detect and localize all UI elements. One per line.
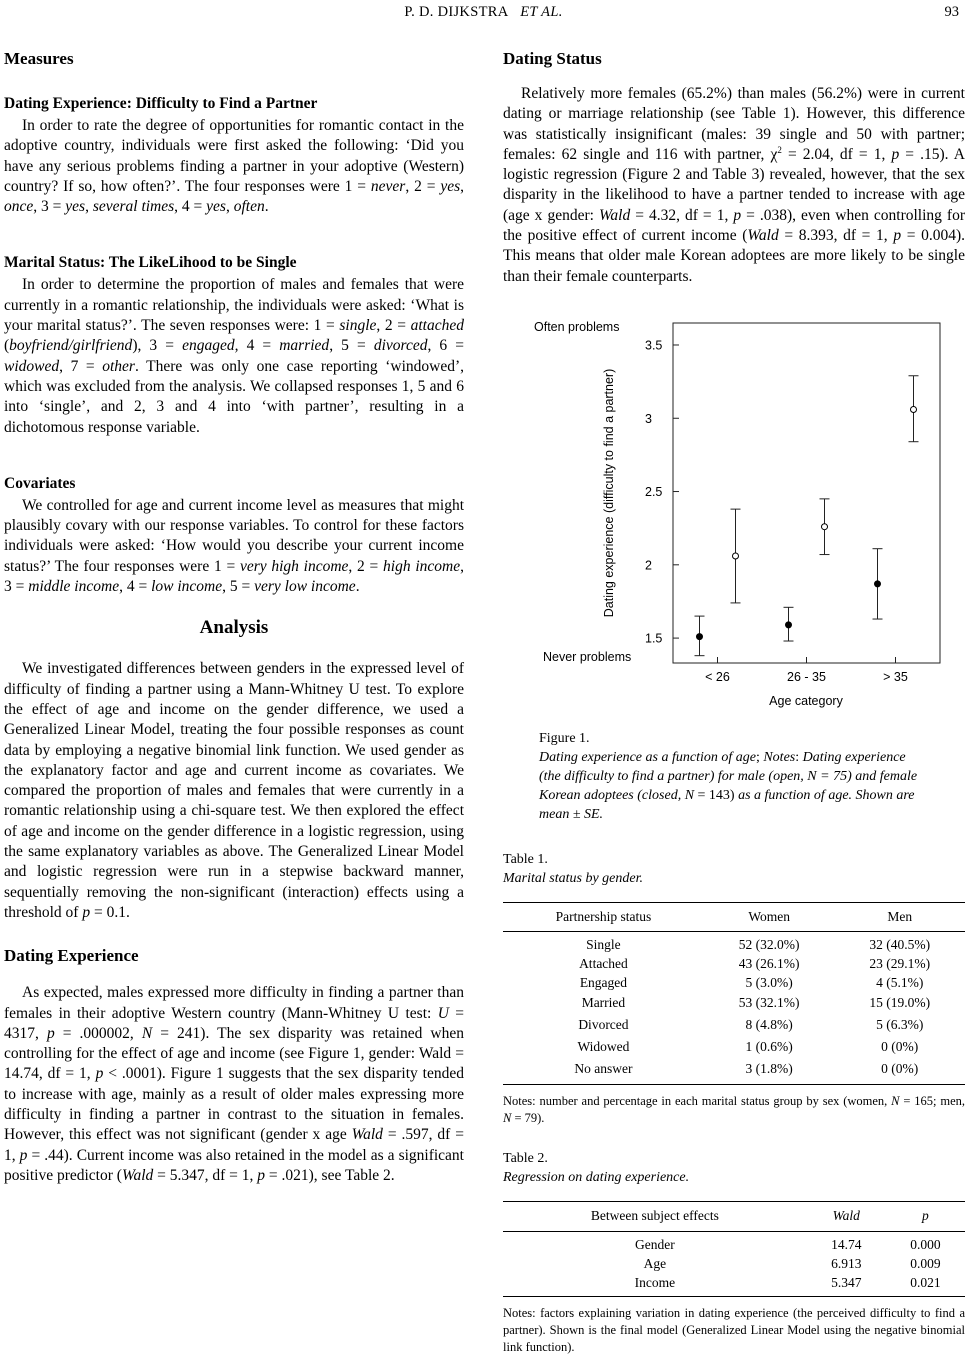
table-2-caption [503,1149,965,1187]
dating-status-heading: Dating Status [503,49,602,68]
table-header-cell: Between subject effects [503,1202,807,1231]
table-cell: 5 (3.0%) [745,975,793,991]
dating-experience-heading: Dating Experience [4,946,139,966]
annotation-often-problems: Often problems [534,319,620,334]
x-tick-label: > 35 [883,669,908,684]
right-column [503,44,965,1356]
annotation-never-problems: Never problems [543,649,632,664]
table-row [503,973,965,992]
table-row [503,1058,965,1085]
table-cell: 0.000 [910,1236,941,1252]
x-tick-label: 26 - 35 [787,669,826,684]
paragraph-difficulty: In order to rate the degree of opportunities for romantic contact in the adoptive country, individuals were first asked the following: ‘Did you have any serious problems finding a partner in your adoptive (Western) country? If so, how often?’. The four responses were 1 = never, 2 = yes, once, 3 = yes, several times, 4 = yes, often. [4,117,464,216]
table-row [503,932,965,955]
left-column [4,44,464,1186]
table-1 [503,902,965,1085]
table-row [503,1254,965,1273]
figure-caption-text: Dating experience as a function of age; Notes: Dating experience (the difficulty to find a partner) for male (open, N = 75) and female Korean adoptees (closed, N = 143) as a function of age. Shown are mean ± SE. [539,749,918,822]
table-cell: 15 (19.0%) [869,995,931,1011]
data-point-female [875,581,881,587]
x-axis-label: Age category [769,693,843,708]
table-cell: 1 (0.6%) [745,1039,793,1055]
data-point-male [733,553,739,559]
table-cell: 23 (29.1%) [869,956,931,972]
paragraph-covariates: We controlled for age and current income level as measures that might plausibly covary with our response variables. To control for these factors individuals were asked: ‘How would you describe your current income status?’ The four responses were 1 = very high income, 2 = high income, 3 = middle income, 4 = low income, 5 = very low income. [4,496,464,596]
measures-heading: Measures [4,49,74,68]
table-row [503,1231,965,1254]
table-cell: 53 (32.1%) [738,995,800,1011]
table-header-cell: Wald [807,1202,886,1231]
subheading-covariates: Covariates [4,474,76,492]
table-cell: Married [581,995,626,1011]
table-1-label: Table 1. [503,851,548,867]
table-2-label: Table 2. [503,1151,548,1167]
table-cell: 32 (40.5%) [869,937,931,953]
y-tick-label: 3 [645,411,652,426]
table-cell: No answer [503,1058,704,1085]
table-cell: 4 (5.1%) [876,975,924,991]
table-cell: Engaged [579,975,628,991]
table-cell: 0.021 [886,1273,965,1297]
analysis-heading: Analysis [199,617,269,639]
figure-caption [503,729,965,824]
subheading-marital: Marital Status: The LikeLihood to be Single [4,254,297,272]
plot-frame [673,323,940,663]
y-tick-label: 1.5 [645,631,663,646]
y-tick-label: 2.5 [645,485,663,500]
table-1-caption [503,850,965,888]
table-cell: Gender [635,1236,675,1252]
running-head-title: P. D. DIJKSTRA ET AL. [404,4,563,20]
subheading-difficulty: Dating Experience: Difficulty to Find a Partner [4,95,318,112]
table-row [503,1014,965,1036]
y-tick-label: 3.5 [645,338,663,353]
table-1-note: Notes: number and percentage in each marital status group by sex (women, N = 165; men, N = 79). [503,1094,965,1126]
data-point-male [911,406,917,412]
table-cell: 0 (0%) [881,1039,919,1055]
data-point-male [822,524,828,530]
table-header-cell: p [886,1202,965,1231]
table-cell: 14.74 [831,1236,862,1252]
chart-marks [695,376,919,656]
table-cell: Attached [579,956,628,972]
table-cell: Widowed [577,1039,630,1055]
paragraph-dating-status: Relatively more females (65.2%) than males (56.2%) were in current dating or marriage relationship (see Table 1). However, this difference was statistically insignificant (males: 39 single and 50 with partner; females: 62 single and 116 with partner, $\chi^2 = 2.04$, df = 1, p = .15). A logistic regression (Figure 2 and Table 3) revealed, however, that the sex disparity in the likelihood to have a partner tended to increase with age (age x gender: Wald = 4.32, df = 1, p = .038), even when controlling for the positive effect of current income (Wald = 8.393, df = 1, p = 0.004). This means that older male Korean adoptees are more likely to be single than their female counterparts. [503,85,965,285]
paragraph-marital: In order to determine the proportion of males and females that were currently in a romantic relationship, the individuals were asked: ‘What is your marital status?’. The seven responses were: 1 = single, 2 = attached (boyfriend/girlfriend), 3 = engaged, 4 = married, 5 = divorced, 6 = widowed, 7 = other. There was only one case reporting ‘windowed’, which was excluded from the analysis. We collapsed responses 1, 5 and 6 into ‘single’, and 2, 3 and 4 into ‘with partner’, resulting in a dichotomous response variable. [4,276,465,436]
table-cell: 43 (26.1%) [738,956,800,972]
data-point-female [786,622,792,628]
table-header-cell: Partnership status [503,902,704,931]
table-cell: Income [503,1273,807,1297]
page-number: 93 [944,4,959,20]
table-header-cell: Women [704,902,835,931]
table-cell: Divorced [578,1017,629,1033]
x-axis [705,657,908,684]
table-1-title: Marital status by gender. [503,870,643,886]
table-2-title: Regression on dating experience. [503,1170,690,1186]
table-2 [503,1201,965,1296]
table-cell: 8 (4.8%) [745,1017,793,1033]
table-row [503,992,965,1014]
paragraph-analysis: We investigated differences between genders in the expressed level of difficulty of finding a partner using a Mann-Whitney U test. To explore the effect of age and income on the gender difference, we used a Generalized Linear Model, treating the four possible responses as count data by employing a negative binomial link function. We used gender as the explanatory factor and age and current income as covariates. We compared the proportion of males and females that were currently in a romantic relationship using a chi-square test. We then explored the effect of age and income on the gender difference in a logistic regression, using the same explanatory variables as above. The Generalized Linear Model and logistic regression were run in a stepwise backward manner, sequentially removing the non-significant (interaction) effects using a threshold of p = 0.1. [4,660,464,921]
table-cell: 3 (1.8%) [704,1058,835,1085]
table-2-note: Notes: factors explaining variation in dating experience (the perceived difficulty to find a partner). Shown is the final model (Generalized Linear Model using the negative binomial link function). [503,1305,965,1354]
x-tick-label: < 26 [705,669,730,684]
y-tick-label: 2 [645,558,652,573]
table-header-cell: Men [834,902,965,931]
table-cell: 5.347 [807,1273,886,1297]
table-cell: 0.009 [910,1255,941,1271]
section-covariates [4,474,464,597]
y-axis [645,338,679,645]
data-point-female [697,634,703,640]
running-head [0,2,967,24]
table-cell: Single [586,937,621,953]
figure-1 [503,315,965,725]
table-row [503,1273,965,1297]
table-cell: 52 (32.0%) [738,937,800,953]
table-cell: 5 (6.3%) [876,1017,924,1033]
table-row [503,954,965,973]
section-marital-status [4,253,464,437]
section-dating-experience-measure [4,94,464,217]
dating-experience-chart [503,315,965,725]
table-cell: 6.913 [831,1255,862,1271]
table-cell: 0 (0%) [834,1058,965,1085]
y-axis-label: Dating experience (difficulty to find a partner) [602,368,616,618]
figure-caption-label: Figure 1. [539,730,590,746]
table-row [503,1036,965,1058]
paragraph-dating-experience: As expected, males expressed more difficulty in finding a partner than females in their adoptive Western country (Mann-Whitney U test: U = 4317, p = .000002, N = 241). The sex disparity was retained when controlling for the effect of age and income (see Figure 1, gender: Wald = 14.74, df = 1, p < .0001). Figure 1 suggests that the sex disparity tended to increase with age, mainly as a result of older males expressing more difficulty in finding a partner in contrast to the situation in females. However, this effect was not significant (gender x age Wald = .597, df = 1, p = .44). Current income was also retained in the model as a significant positive predictor (Wald = 5.347, df = 1, p = .021), see Table 2. [4,984,465,1184]
table-cell: Age [643,1255,667,1271]
